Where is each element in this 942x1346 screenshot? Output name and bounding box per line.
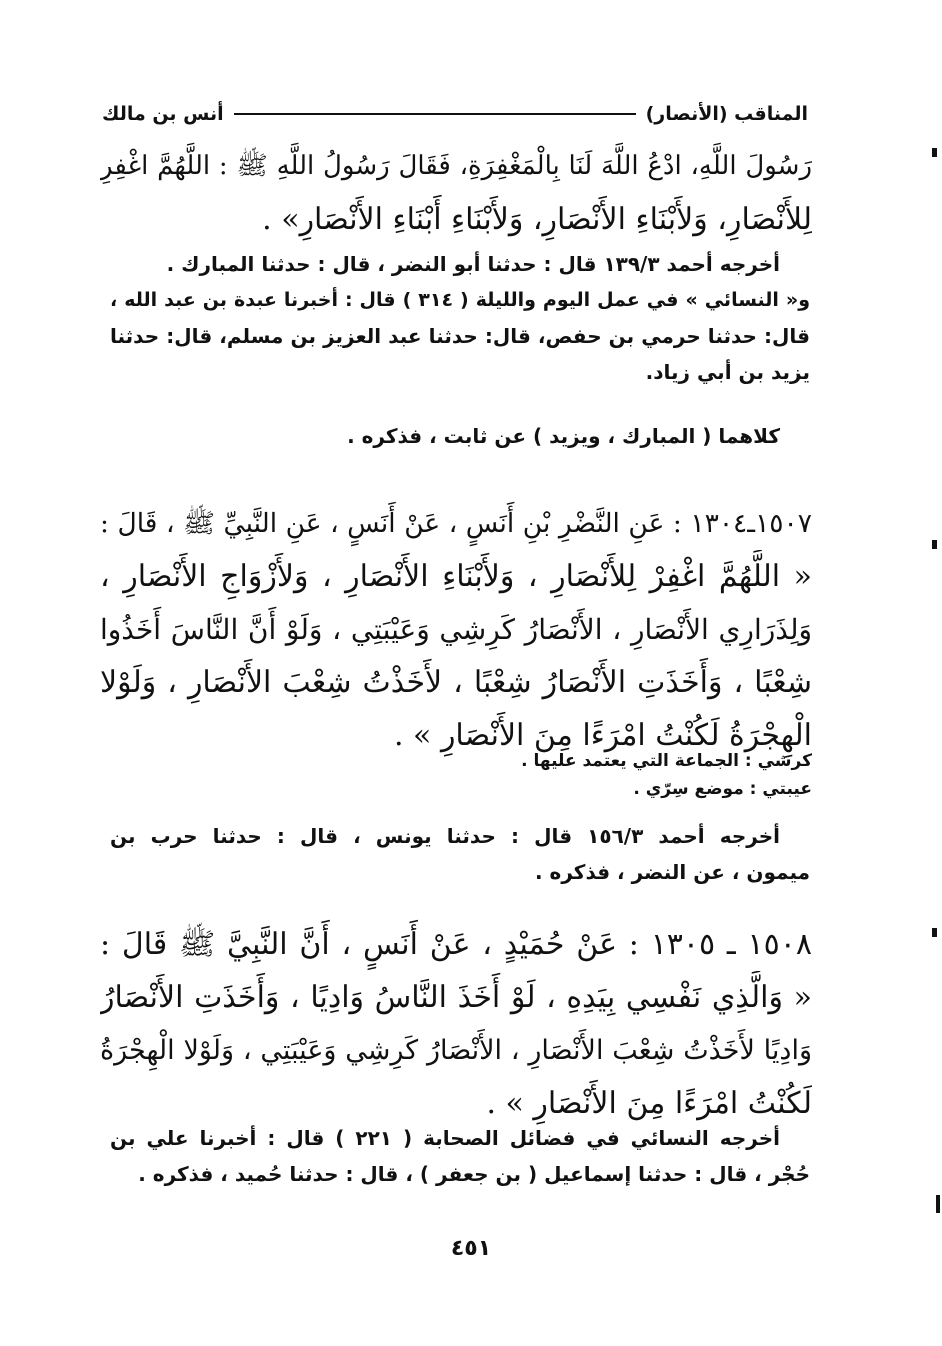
hadith-line: « وَالَّذِي نَفْسِي بِيَدِهِ ، لَوْ أَخَذَ النَّاسُ وَادِيًا ، وَأَخَذَتِ الأَنْصَارُ [100, 980, 812, 1015]
margin-mark [936, 1195, 940, 1213]
page-number: ٤٥١ [450, 1236, 492, 1261]
hadith-line: وَلِذَرَارِي الأَنْصَارِ ، الأَنْصَارُ كَرِشِي وَعَيْبَتِي ، وَلَوْ أَنَّ النَّاسَ أَخَذُوا [100, 613, 812, 646]
hadith-continuation [100, 140, 812, 246]
note-line: أخرجه النسائي في فضائل الصحابة ( ٢٢١ ) قال : أخبرنا علي بن [110, 1126, 780, 1150]
margin-mark [932, 928, 937, 937]
note-line: ميمون ، عن النضر ، فذكره . [535, 860, 810, 884]
header-section-title: أنس بن مالك [102, 103, 224, 125]
takhrij-note [110, 1120, 810, 1192]
word-glosses [100, 747, 812, 803]
gloss-line: كرشي : الجماعة التي يعتمد عليها . [521, 751, 812, 771]
running-header [102, 98, 808, 130]
margin-mark [932, 148, 937, 157]
hadith-line: وَادِيًا لأَخَذْتُ شِعْبَ الأَنْصَارِ ، الأَنْصَارُ كَرِشِي وَعَيْبَتِي ، وَلَوْلا الْهِجْرَةُ [100, 1035, 812, 1066]
note-line: قال: حدثنا حرمي بن حفص، قال: حدثنا عبد العزيز بن مسلم، قال: حدثنا [110, 324, 810, 348]
takhrij-note [110, 818, 810, 890]
gloss-line: عيبتي : موضع سِرّي . [633, 779, 812, 799]
hadith-1507 [100, 497, 812, 762]
hadith-line: « اللَّهُمَّ اغْفِرْ لِلأَنْصَارِ ، وَلأَبْنَاءِ الأَنْصَارِ ، وَلأَزْوَاجِ الأَنْصَارِ ، [100, 559, 812, 594]
takhrij-summary [110, 418, 810, 454]
margin-mark [932, 540, 937, 549]
hadith-line: لَكُنْتُ امْرَءًا مِنَ الأَنْصَارِ » . [486, 1086, 812, 1121]
hadith-line: رَسُولَ اللَّهِ، ادْعُ اللَّهَ لَنَا بِالْمَغْفِرَةِ، فَقَالَ رَسُولُ اللَّهِ ﷺ : اللَّهُمَّ اغْفِرِ [100, 151, 812, 181]
note-line: أخرجه أحمد ١٥٦/٣ قال : حدثنا يونس ، قال : حدثنا حرب بن [110, 824, 780, 848]
hadith-line: شِعْبًا ، وَأَخَذَتِ الأَنْصَارُ شِعْبًا ، لأَخَذْتُ شِعْبَ الأَنْصَارِ ، وَلَوْلا [100, 665, 812, 700]
note-line: و« النسائي » في عمل اليوم والليلة ( ٣١٤ ) قال : أخبرنا عبدة بن عبد الله ، [110, 289, 810, 311]
hadith-line: الْهِجْرَةُ لَكُنْتُ امْرَءًا مِنَ الأَنْصَارِ » . [393, 718, 812, 753]
hadith-line: ١٥٠٨ ـ ١٣٠٥ : عَنْ حُمَيْدٍ ، عَنْ أَنَسٍ ، أَنَّ النَّبِيَّ ﷺ قَالَ : [100, 927, 812, 962]
header-chapter-title: المناقب (الأنصار) [645, 103, 808, 125]
takhrij-note [110, 246, 810, 390]
hadith-line: لِلأَنْصَارِ، وَلأَبْنَاءِ الأَنْصَارِ، وَلأَبْنَاءِ أَبْنَاءِ الأَنْصَارِ» . [262, 202, 812, 237]
note-line: كلاهما ( المبارك ، ويزيد ) عن ثابت ، فذكره . [347, 424, 780, 448]
note-line: يزيد بن أبي زياد. [645, 360, 810, 384]
header-rule [234, 113, 636, 115]
hadith-1508 [100, 918, 812, 1130]
note-line: حُجْر ، قال : حدثنا إسماعيل ( بن جعفر ) ، قال : حدثنا حُميد ، فذكره . [138, 1162, 810, 1186]
hadith-line: ١٥٠٧ـ١٣٠٤ : عَنِ النَّضْرِ بْنِ أَنَسٍ ، عَنْ أَنَسٍ ، عَنِ النَّبِيِّ ﷺ ، قَالَ : [100, 508, 812, 539]
note-line: أخرجه أحمد ١٣٩/٣ قال : حدثنا أبو النضر ، قال : حدثنا المبارك . [166, 252, 780, 276]
